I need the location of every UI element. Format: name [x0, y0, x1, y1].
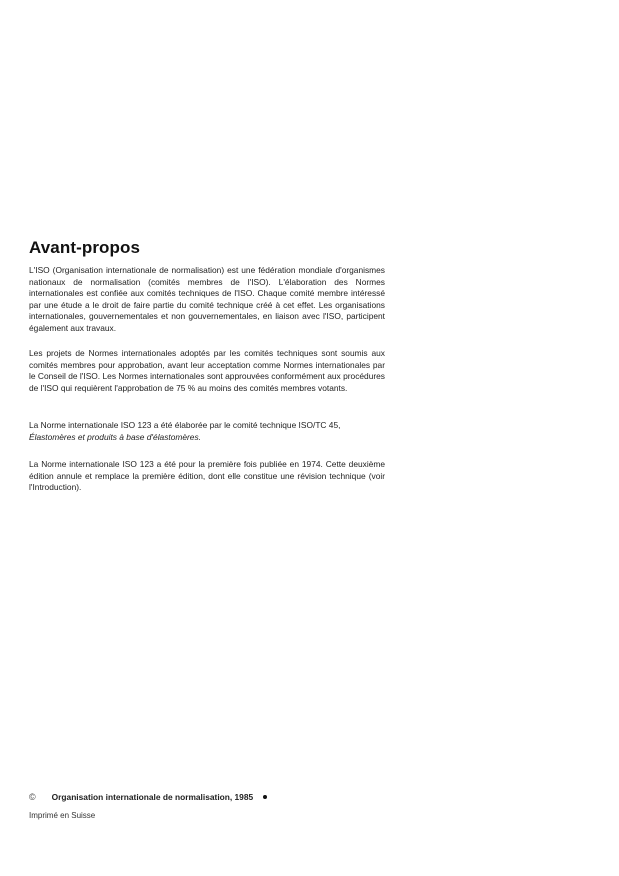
paragraph-text: Les projets de Normes internationales adoptés par les comités techniques sont soumis aux comités membres pour approbation, avant leur acceptation comme Normes internationales par le Conseil de l'ISO. Les Normes internationales sont approuvées conformément aux procédures de l'ISO qui requièrent l'approbation de 75 % au moins des comités membres votants.	[29, 348, 385, 393]
paragraph-approval-process	[29, 348, 385, 394]
bullet-icon	[263, 795, 267, 799]
footer-copyright	[29, 792, 267, 802]
paragraph-text: La Norme internationale ISO 123 a été pour la première fois publiée en 1974. Cette deuxième édition annule et remplace la première édition, dont elle constitue une révision technique (voir l'Introduction).	[29, 459, 385, 493]
copyright-icon: ©	[29, 792, 36, 802]
copyright-text: Organisation internationale de normalisation, 1985	[51, 792, 254, 802]
paragraph-edition-history	[29, 459, 385, 494]
page-title: Avant-propos	[29, 238, 141, 257]
printed-in-label: Imprimé en Suisse	[29, 811, 96, 820]
paragraph-committee	[29, 420, 385, 443]
committee-title: Élastomères et produits à base d'élastomères.	[29, 431, 201, 442]
paragraph-text: La Norme internationale ISO 123 a été élaborée par le comité technique ISO/TC 45,	[29, 420, 341, 430]
paragraph-text: L'ISO (Organisation internationale de normalisation) est une fédération mondiale d'organismes nationaux de normalisation (comités membres de l'ISO). L'élaboration des Normes internationales est confiée aux comités techniques de l'ISO. Chaque comité membre intéressé par une étude a le droit de faire partie du comité technique créé à cet effet. Les organisations internationales, gouvernementales et non gouvernementales, en liaison avec l'ISO, participent également aux travaux.	[29, 265, 385, 333]
paragraph-iso-intro	[29, 265, 385, 335]
